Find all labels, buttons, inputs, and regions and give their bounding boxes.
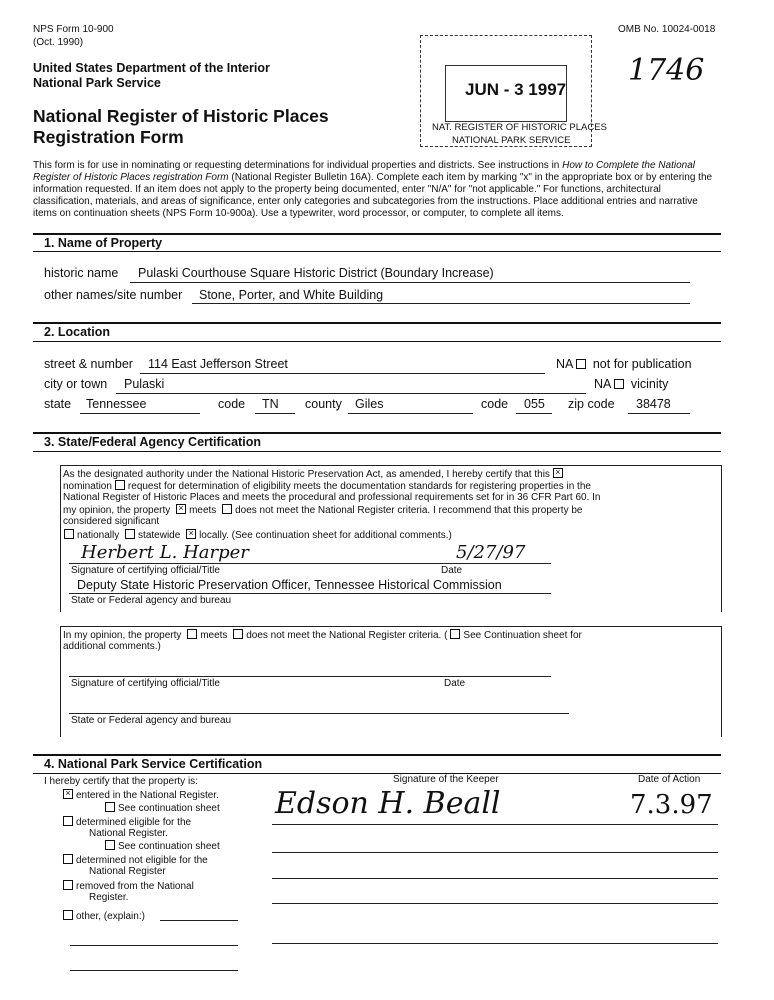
b2-text-2: additional comments.) <box>63 641 161 652</box>
agency-label: State or Federal agency and bureau <box>71 595 232 606</box>
not-eligible-item-2: National Register <box>89 866 166 877</box>
certifying-signature: Herbert L. Harper <box>81 542 249 563</box>
locally-label: locally. (See continuation sheet for additional comments.) <box>199 530 452 541</box>
page-subtitle: Registration Form <box>33 127 184 147</box>
state-code-label: code <box>218 397 246 411</box>
cert-text-4: my opinion, the property <box>63 505 171 516</box>
entered-item[interactable]: ×entered in the National Register. <box>60 789 219 802</box>
keeper-signature: Edson H. Beall <box>275 786 501 821</box>
city-field[interactable]: Pulaski <box>124 377 165 391</box>
cert-text-5: considered significant <box>63 516 160 527</box>
other-names-label: other names/site number <box>44 288 183 302</box>
stamp-date: JUN - 3 1997 <box>465 80 567 99</box>
cert-text-2: request for determination of eligibility meets the documentation standards for registering properties in the <box>127 481 591 492</box>
b2-meets-checkbox[interactable] <box>187 629 197 639</box>
b2-meets-label: meets <box>200 630 228 641</box>
state-code-field[interactable]: TN <box>262 397 279 411</box>
b2-continuation-checkbox[interactable] <box>450 629 460 639</box>
cert-text-4b: does not meet the National Register criteria. I recommend that this property be <box>235 505 583 516</box>
b2-text: does not meet the National Register criteria. ( <box>246 630 448 641</box>
page-title: National Register of Historic Places <box>33 106 329 126</box>
locally-checkbox[interactable] <box>186 529 196 539</box>
statewide-checkbox[interactable] <box>125 529 135 539</box>
eligible-item[interactable]: determined eligible for the <box>60 816 191 829</box>
handwritten-reference-number: 1746 <box>628 53 705 88</box>
see-continuation-1[interactable]: See continuation sheet <box>102 802 220 815</box>
date-of-action-label: Date of Action <box>638 774 701 785</box>
b2-agency-label: State or Federal agency and bureau <box>71 715 232 726</box>
stamp-line-2: NATIONAL PARK SERVICE <box>452 135 571 146</box>
street-label: street & number <box>44 357 133 371</box>
section-2-heading: 2. Location <box>44 325 110 339</box>
other-names-field[interactable]: Stone, Porter, and White Building <box>199 288 384 302</box>
form-date: (Oct. 1990) <box>33 37 84 48</box>
request-checkbox[interactable] <box>115 480 125 490</box>
zip-label: zip code <box>568 397 615 411</box>
signature-label: Signature of certifying official/Title <box>71 565 220 576</box>
eligible-item-2: National Register. <box>89 828 168 839</box>
historic-name-field[interactable]: Pulaski Courthouse Square Historic District (Boundary Increase) <box>138 266 494 280</box>
zip-field[interactable]: 38478 <box>636 397 671 411</box>
department: United States Department of the Interior <box>33 61 270 75</box>
agency-field[interactable]: Deputy State Historic Preservation Officer, Tennessee Historical Commission <box>77 578 502 592</box>
county-label: county <box>305 397 342 411</box>
state-field[interactable]: Tennessee <box>86 397 147 411</box>
certifying-date: 5/27/97 <box>456 542 526 563</box>
b2-signature-label: Signature of certifying official/Title <box>71 678 220 689</box>
b2-continuation-label: See Continuation sheet for <box>463 630 582 641</box>
omb-number: OMB No. 10024-0018 <box>618 24 716 35</box>
removed-item[interactable]: removed from the National <box>60 880 194 893</box>
opinion-text: In my opinion, the property <box>63 630 182 641</box>
section-1-heading: 1. Name of Property <box>44 236 163 250</box>
see-continuation-2[interactable]: See continuation sheet <box>102 840 220 853</box>
stamp-line-1: NAT. REGISTER OF HISTORIC PLACES <box>432 122 607 133</box>
nomination-label: nomination <box>63 481 112 492</box>
date-label: Date <box>441 565 463 576</box>
state-label: state <box>44 397 72 411</box>
nationally-label: nationally <box>77 530 120 541</box>
keeper-signature-label: Signature of the Keeper <box>393 774 499 785</box>
nps-opinion-box <box>60 626 722 737</box>
state-certification-box <box>60 465 722 612</box>
nomination-checkbox[interactable] <box>553 468 563 478</box>
form-number: NPS Form 10-900 <box>33 24 114 35</box>
section-3-heading: 3. State/Federal Agency Certification <box>44 435 261 449</box>
meets-label: meets <box>189 505 217 516</box>
does-not-meet-checkbox[interactable] <box>222 504 232 514</box>
cert-text-3: National Register of Historic Places and meets the procedural and professional requirements set for in 36 CFR Part 60. In <box>63 492 601 503</box>
section-4-heading: 4. National Park Service Certification <box>44 757 263 771</box>
city-label: city or town <box>44 377 108 391</box>
statewide-label: statewide <box>138 530 181 541</box>
vicinity-checkbox[interactable]: NA vicinity <box>594 377 669 391</box>
service: National Park Service <box>33 76 161 90</box>
nationally-checkbox[interactable] <box>64 529 74 539</box>
historic-name-label: historic name <box>44 266 119 280</box>
b2-does-not-meet-checkbox[interactable] <box>233 629 243 639</box>
instructions-paragraph: This form is for use in nominating or requesting determinations for individual properties and districts. See instructions in How to Complete the National Register of Historic Places registration Form (National Register Bulletin 16A). Complete each item by marking "x" in the appropriate box or by entering the information requested. If an item does not apply to the property being documented, enter "N/A" for "not applicable." For functions, architectural classification, materials, and areas of significance, enter only categories and subcategories from the instructions. Place additional entries and narrative items on continuation sheets (NPS Form 10-900a). Use a typewriter, word processor, or computer, to complete all items. <box>33 160 713 219</box>
other-item[interactable]: other, (explain:) <box>60 910 145 923</box>
meets-checkbox[interactable] <box>176 504 186 514</box>
county-code-field[interactable]: 055 <box>524 397 545 411</box>
not-eligible-item[interactable]: determined not eligible for the <box>60 854 208 867</box>
not-for-publication-checkbox[interactable]: NA not for publication <box>556 357 692 371</box>
removed-item-2: Register. <box>89 892 129 903</box>
b2-date-label: Date <box>444 678 466 689</box>
street-field[interactable]: 114 East Jefferson Street <box>148 357 288 371</box>
county-code-label: code <box>481 397 509 411</box>
cert-text-1: As the designated authority under the National Historic Preservation Act, as amended, I hereby certify that this <box>63 469 550 480</box>
nps-cert-intro: I hereby certify that the property is: <box>44 776 198 787</box>
county-field[interactable]: Giles <box>355 397 384 411</box>
action-date: 7.3.97 <box>630 790 713 820</box>
